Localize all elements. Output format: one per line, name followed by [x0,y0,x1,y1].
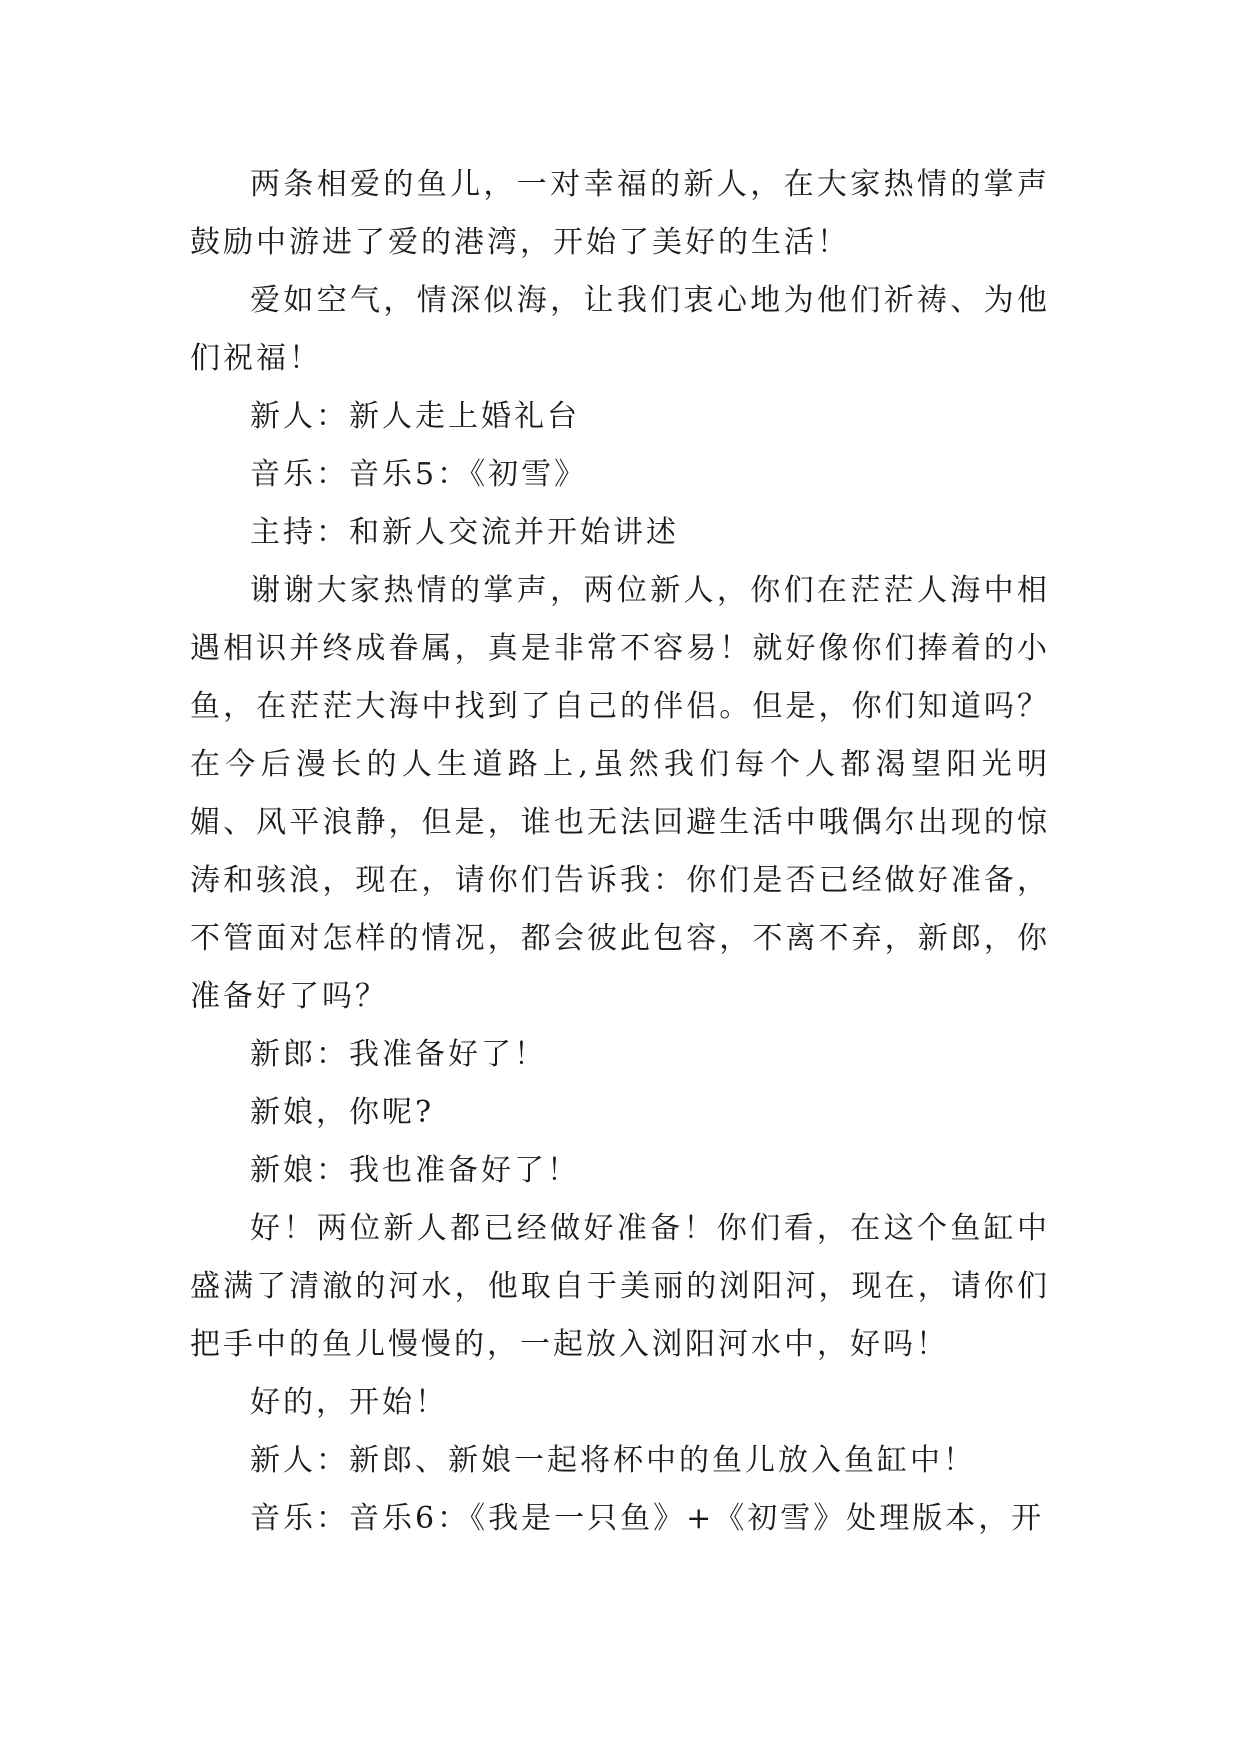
paragraph: 两条相爱的鱼儿，一对幸福的新人，在大家热情的掌声鼓励中游进了爱的港湾，开始了美好的生活！ [190,167,1050,260]
paragraph: 新郎：我准备好了！ [250,1037,547,1072]
paragraph: 新人：新人走上婚礼台 [250,399,580,434]
paragraph: 音乐：音乐6：《我是一只鱼》+《初雪》处理版本，开 [250,1501,1045,1536]
paragraph: 音乐：音乐5：《初雪》 [250,457,588,492]
paragraph: 好的，开始！ [250,1385,448,1420]
paragraph: 主持：和新人交流并开始讲述 [250,515,679,550]
paragraph: 新娘，你呢? [250,1095,435,1130]
paragraph: 新人：新郎、新娘一起将杯中的鱼儿放入鱼缸中！ [250,1443,976,1478]
paragraph: 谢谢大家热情的掌声，两位新人，你们在茫茫人海中相遇相识并终成眷属，真是非常不容易！就好像你们捧着的小鱼，在茫茫大海中找到了自己的伴侣。但是，你们知道吗？在今后漫长的人生道路上,虽然我们每个人都渴望阳光明媚、风平浪静，但是，谁也无法回避生活中哦偶尔出现的惊涛和骇浪，现在，请你们告诉我：你们是否已经做好准备，不管面对怎样的情况，都会彼此包容，不离不弃，新郎，你准备好了吗？ [190,573,1050,1014]
paragraph: 新娘：我也准备好了！ [250,1153,580,1188]
paragraph: 好！两位新人都已经做好准备！你们看，在这个鱼缸中盛满了清澈的河水，他取自于美丽的浏阳河，现在，请你们把手中的鱼儿慢慢的，一起放入浏阳河水中，好吗！ [190,1211,1050,1362]
document-body [190,156,1050,1548]
paragraph: 爱如空气，情深似海，让我们衷心地为他们祈祷、为他们祝福！ [190,283,1050,376]
